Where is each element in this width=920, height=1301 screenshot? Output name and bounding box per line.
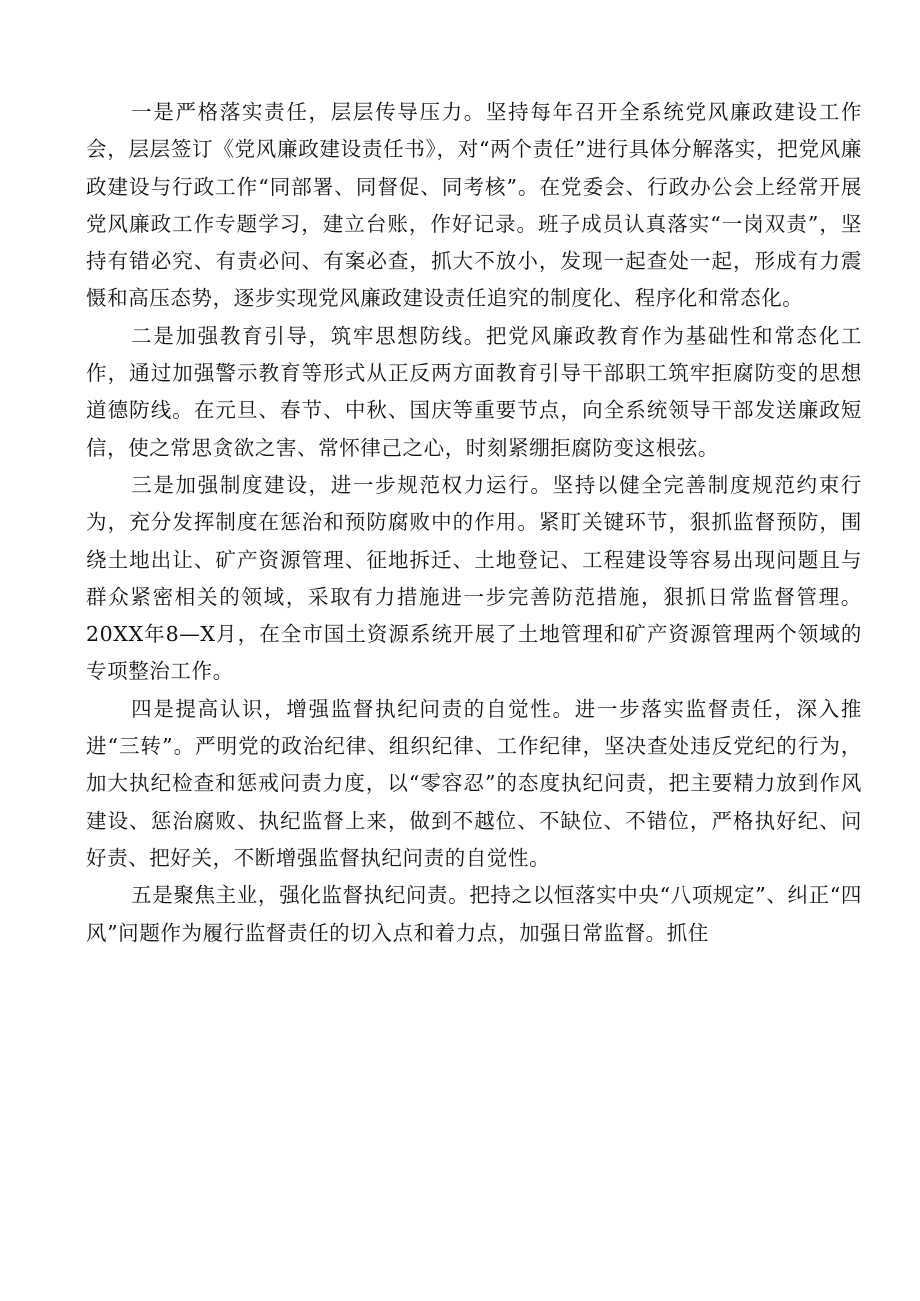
paragraph-institution: 三是加强制度建设，进一步规范权力运行。坚持以健全完善制度规范约束行为，充分发挥制度在惩治和预防腐败中的作用。紧盯关键环节，狠抓监督预防，围绕土地出让、矿产资源管理、征地拆迁、土地登记、工程建设等容易出现问题且与群众紧密相关的领域，采取有力措施进一步完善防范措施，狠抓日常监督管理。20XX年8—X月，在全市国土资源系统开展了土地管理和矿产资源管理两个领域的专项整治工作。: [86, 472, 862, 684]
paragraph-education: 二是加强教育引导，筑牢思想防线。把党风廉政教育作为基础性和常态化工作，通过加强警示教育等形式从正反两方面教育引导干部职工筑牢拒腐防变的思想道德防线。在元旦、春节、中秋、国庆等重要节点，向全系统领导干部发送廉政短信，使之常思贪欲之害、常怀律己之心，时刻紧绷拒腐防变这根弦。: [86, 323, 862, 460]
paragraph-responsibility: 一是严格落实责任，层层传导压力。坚持每年召开全系统党风廉政建设工作会，层层签订《党风廉政建设责任书》，对“两个责任”进行具体分解落实，把党风廉政建设与行政工作“同部署、同督促、同考核”。在党委会、行政办公会上经常开展党风廉政工作专题学习，建立台账，作好记录。班子成员认真落实“一岗双责”，坚持有错必究、有责必问、有案必查，抓大不放小，发现一起查处一起，形成有力震慑和高压态势，逐步实现党风廉政建设责任追究的制度化、程序化和常态化。: [86, 100, 862, 311]
paragraph-focus: 五是聚焦主业，强化监督执纪问责。把持之以恒落实中央“八项规定”、纠正“四风”问题作为履行监督责任的切入点和着力点，加强日常监督。抓住: [86, 883, 862, 945]
paragraph-supervision: 四是提高认识，增强监督执纪问责的自觉性。进一步落实监督责任，深入推进“三转”。严明党的政治纪律、组织纪律、工作纪律，坚决查处违反党纪的行为，加大执纪检查和惩戒问责力度，以“零容忍”的态度执纪问责，把主要精力放到作风建设、惩治腐败、执纪监督上来，做到不越位、不缺位、不错位，严格执好纪、问好责、把好关，不断增强监督执纪问责的自觉性。: [86, 696, 862, 870]
document-body: [86, 94, 862, 952]
